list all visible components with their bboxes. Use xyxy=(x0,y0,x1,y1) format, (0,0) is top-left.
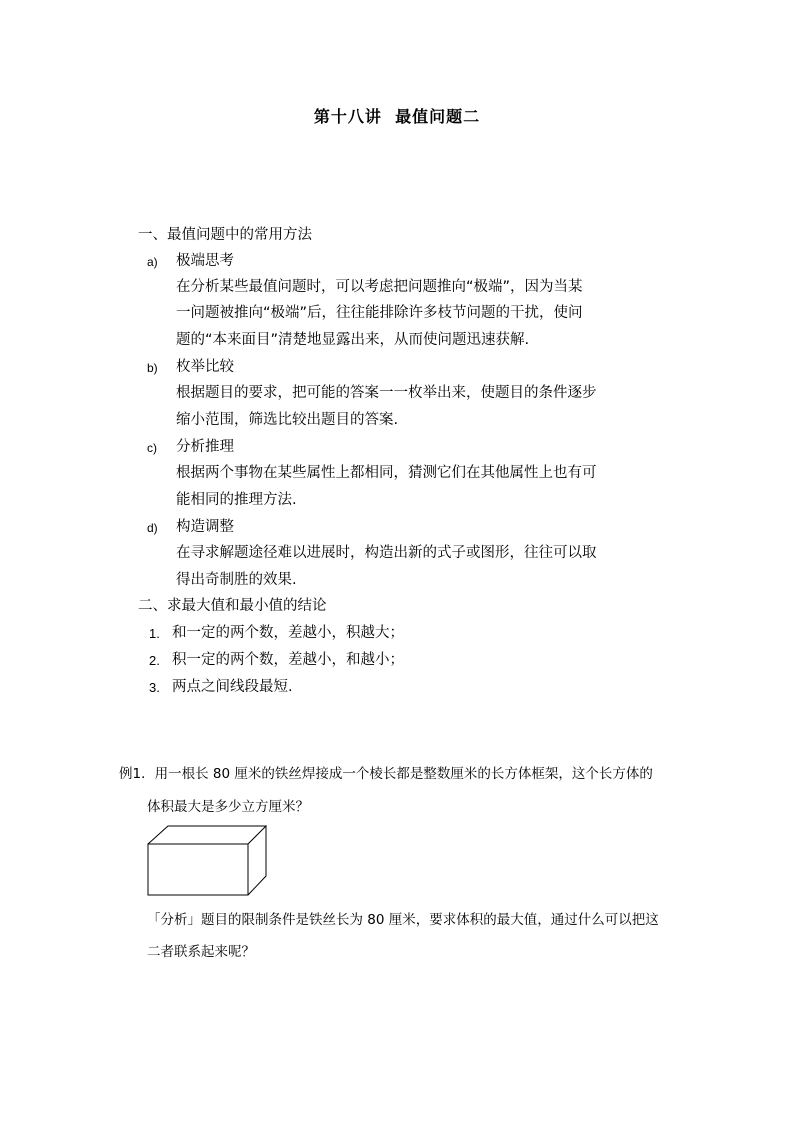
conclusion-item: 和一定的两个数，差越小，积越大； xyxy=(172,625,404,641)
method-text-line: 根据题目的要求，把可能的答案一一枚举出来，使题目的条件逐步 xyxy=(176,385,597,401)
method-text-line: 缩小范围，筛选比较出题目的答案. xyxy=(176,412,399,428)
item-marker: c) xyxy=(147,441,157,455)
method-label: 构造调整 xyxy=(176,519,234,535)
example-question-line: 体积最大是多少立方厘米？ xyxy=(147,799,309,815)
method-text-line: 题的“本来面目”清楚地显露出来，从而使问题迅速获解. xyxy=(176,332,530,348)
cuboid-front-face xyxy=(148,844,248,895)
page-title: 第十八讲 最值问题二 xyxy=(313,107,481,126)
cuboid-top-face xyxy=(148,826,266,844)
method-text-line: 能相同的推理方法. xyxy=(176,492,297,508)
method-text-line: 得出奇制胜的效果. xyxy=(176,572,297,588)
method-label: 枚举比较 xyxy=(176,359,234,375)
cuboid-right-face xyxy=(248,826,266,895)
list-number: 1. xyxy=(149,626,160,641)
conclusion-item: 积一定的两个数，差越小，和越小； xyxy=(172,652,404,668)
item-marker: b) xyxy=(147,361,158,375)
example-question-line: 例1．用一根长 80 厘米的铁丝焊接成一个棱长都是整数厘米的长方体框架，这个长方体的 xyxy=(119,766,653,782)
method-label: 极端思考 xyxy=(176,253,234,269)
list-number: 2. xyxy=(149,653,160,668)
analysis-line: 二者联系起来呢？ xyxy=(147,944,255,960)
conclusion-item: 两点之间线段最短. xyxy=(172,679,293,695)
cuboid-figure xyxy=(140,822,270,898)
method-text-line: 在寻求解题途径难以进展时，构造出新的式子或图形，往往可以取 xyxy=(176,545,597,561)
item-marker: d) xyxy=(147,521,158,535)
method-label: 分析推理 xyxy=(176,439,234,455)
analysis-line: 「分析」题目的限制条件是铁丝长为 80 厘米，要求体积的最大值，通过什么可以把这 xyxy=(147,912,659,928)
section-heading-methods: 一、最值问题中的常用方法 xyxy=(138,227,312,243)
method-text-line: 在分析某些最值问题时，可以考虑把问题推向“极端”，因为当某 xyxy=(176,279,583,295)
list-number: 3. xyxy=(149,680,160,695)
section-heading-conclusions: 二、求最大值和最小值的结论 xyxy=(138,598,327,614)
method-text-line: 根据两个事物在某些属性上都相同，猜测它们在其他属性上也有可 xyxy=(176,465,597,481)
item-marker: a) xyxy=(147,255,158,269)
method-text-line: 一问题被推向“极端”后，往往能排除许多枝节问题的干扰，使问 xyxy=(176,305,583,321)
